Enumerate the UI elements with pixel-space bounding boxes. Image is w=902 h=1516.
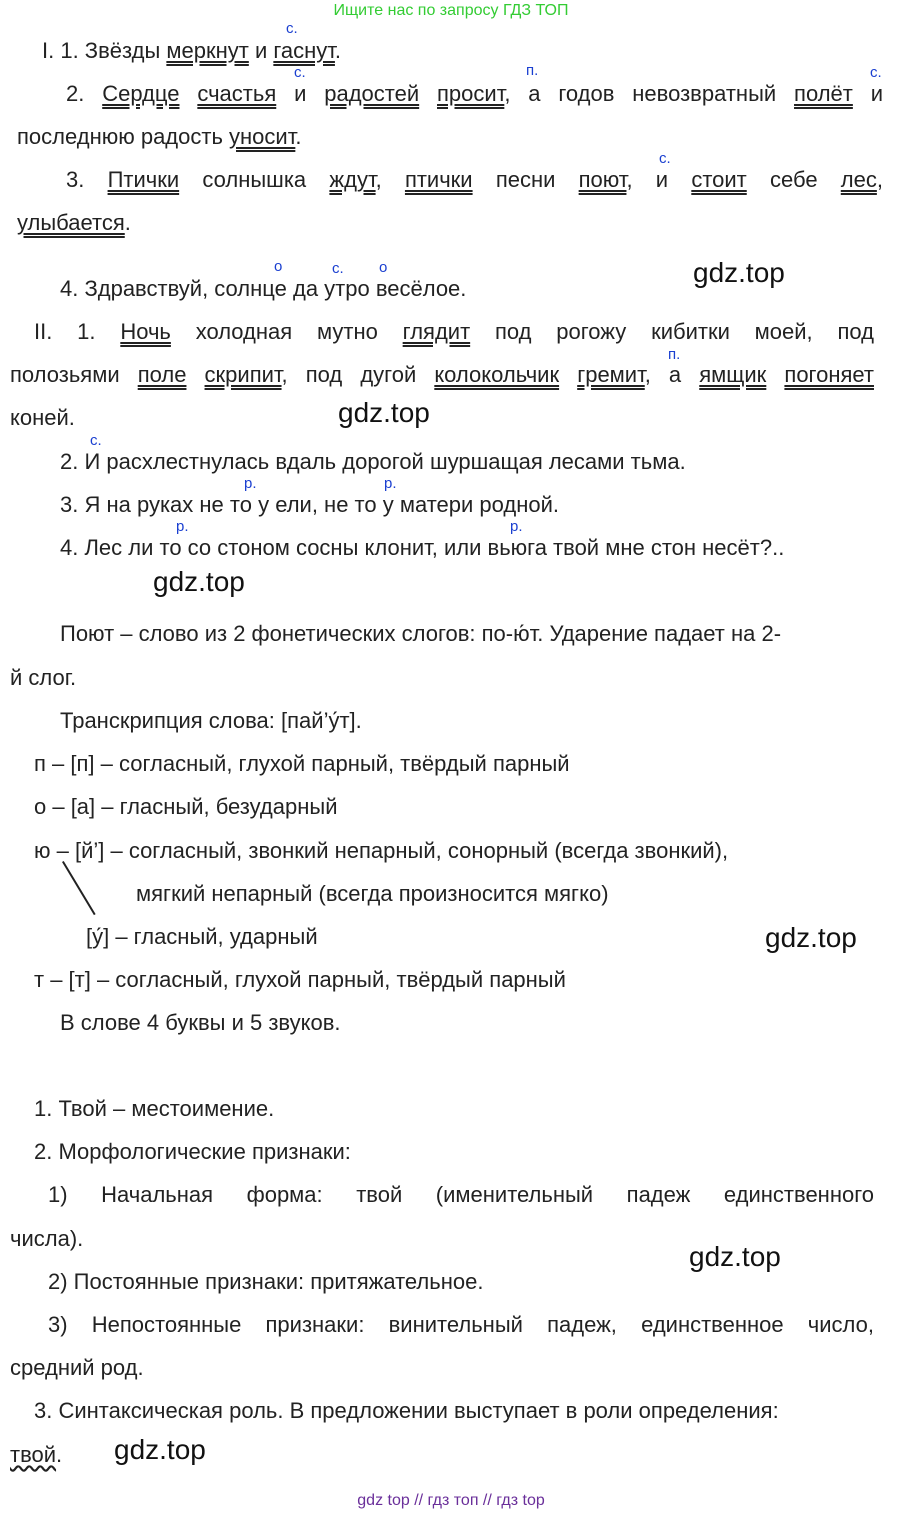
subject: птички bbox=[404, 167, 473, 192]
s1-line2b: последнюю радость уносит. bbox=[17, 124, 302, 149]
predicate: гаснут bbox=[273, 38, 335, 63]
mark-c: с. bbox=[332, 260, 344, 277]
predicate: скрипит bbox=[204, 362, 282, 387]
subject: Сердце bbox=[102, 81, 180, 106]
watermark: gdz.top bbox=[153, 566, 245, 597]
mark-p: п. bbox=[526, 62, 539, 79]
phonetic-summary: В слове 4 буквы и 5 звуков. bbox=[60, 1010, 341, 1035]
s1-line3b: улыбается. bbox=[17, 210, 131, 235]
phonetic-line: т – [т] – согласный, глухой парный, твёрдый парный bbox=[34, 967, 566, 992]
predicate: ждут bbox=[329, 167, 376, 192]
subject: колокольчик bbox=[434, 362, 560, 387]
object: счастья bbox=[197, 81, 277, 106]
watermark: gdz.top bbox=[765, 922, 857, 953]
transcription: Транскрипция слова: [пай’у́т]. bbox=[60, 708, 362, 733]
s2-line3: 3. Я на руках не то у ели, не то у матери родной. bbox=[60, 492, 560, 517]
mark-c: с. bbox=[294, 64, 306, 81]
subject: Ночь bbox=[120, 319, 171, 344]
object: радостей bbox=[324, 81, 420, 106]
watermark: gdz.top bbox=[338, 397, 430, 428]
predicate: улыбается bbox=[17, 210, 125, 235]
predicate: уносит bbox=[229, 124, 296, 149]
watermark: gdz.top bbox=[114, 1434, 206, 1465]
watermark: gdz.top bbox=[693, 257, 785, 288]
morph-p3-cont: числа). bbox=[10, 1226, 84, 1251]
predicate: глядит bbox=[402, 319, 471, 344]
mark-r: р. bbox=[176, 518, 189, 535]
subject: поле bbox=[137, 362, 187, 387]
phonetic-line: мягкий непарный (всегда произносится мягко) bbox=[136, 881, 609, 906]
mark-o: о bbox=[379, 259, 388, 276]
s2-line1c: коней. bbox=[10, 405, 75, 430]
s1-line1: I. 1. Звёзды меркнут и гаснут. bbox=[42, 38, 342, 63]
predicate: стоит bbox=[691, 167, 747, 192]
mark-r: р. bbox=[244, 475, 257, 492]
mark-c: с. bbox=[659, 150, 671, 167]
mark-r: р. bbox=[510, 518, 523, 535]
morph-p6: 3. Синтаксическая роль. В предложении выступает в роли определения: bbox=[34, 1398, 779, 1423]
subject: полёт bbox=[794, 81, 853, 106]
s1-line3: 3. Птички солнышка ждут, птички песни поют, и стоит себе лес, bbox=[66, 167, 883, 192]
subject: лес bbox=[840, 167, 877, 192]
mark-c: с. bbox=[286, 20, 298, 37]
mark-r: р. bbox=[384, 475, 397, 492]
phonetic-line: п – [п] – согласный, глухой парный, твёрдый парный bbox=[34, 751, 570, 776]
mark-p: п. bbox=[668, 346, 681, 363]
watermark: gdz.top bbox=[689, 1241, 781, 1272]
mark-c: с. bbox=[90, 432, 102, 449]
mark-c: с. bbox=[870, 64, 882, 81]
search-banner[interactable]: Ищите нас по запросу ГДЗ ТОП bbox=[333, 2, 569, 19]
phonetic-intro: Поют – слово из 2 фонетических слогов: по-ю́т. Ударение падает на 2- bbox=[60, 621, 782, 646]
predicate: поют bbox=[578, 167, 627, 192]
s2-line1b: полозьями поле скрипит, под дугой колокольчик гремит, а ямщик погоняет bbox=[10, 362, 874, 387]
subject: ямщик bbox=[699, 362, 767, 387]
branch-line bbox=[62, 861, 96, 915]
morph-p5: 3) Непостоянные признаки: винительный падеж, единственное число, bbox=[48, 1312, 874, 1337]
attribute-word: твой bbox=[10, 1442, 57, 1467]
predicate: погоняет bbox=[784, 362, 874, 387]
phonetic-line: о – [а] – гласный, безударный bbox=[34, 794, 338, 819]
phonetic-line: [у́] – гласный, ударный bbox=[86, 924, 318, 949]
predicate: меркнут bbox=[166, 38, 249, 63]
morph-p3: 1) Начальная форма: твой (именительный падеж единственного bbox=[48, 1182, 874, 1207]
phonetic-intro-cont: й слог. bbox=[10, 665, 77, 690]
morph-p7: твой. bbox=[10, 1442, 63, 1467]
subject: Птички bbox=[107, 167, 180, 192]
phonetic-line: ю – [й’] – согласный, звонкий непарный, сонорный (всегда звонкий), bbox=[34, 838, 729, 863]
s2-line4: 4. Лес ли то со стоном сосны клонит, или вьюга твой мне стон несёт?.. bbox=[60, 535, 785, 560]
s1-line4: 4. Здравствуй, солнце да утро весёлое. bbox=[60, 276, 467, 301]
morph-p4: 2) Постоянные признаки: притяжательное. bbox=[48, 1269, 484, 1294]
mark-o: о bbox=[274, 258, 283, 275]
s1-line2: 2. Сердце счастья и радостей просит, а годов невозвратный полёт и bbox=[66, 81, 883, 106]
footer-links[interactable]: gdz top // гдз топ // гдз top bbox=[357, 1492, 545, 1509]
morph-p1: 1. Твой – местоимение. bbox=[34, 1096, 275, 1121]
morph-p5-cont: средний род. bbox=[10, 1355, 144, 1380]
s2-line2: 2. И расхлестнулась вдаль дорогой шуршащая лесами тьма. bbox=[60, 449, 686, 474]
predicate: гремит bbox=[577, 362, 645, 387]
s2-line1: II. 1. Ночь холодная мутно глядит под рогожу кибитки моей, под bbox=[34, 319, 874, 344]
morph-p2: 2. Морфологические признаки: bbox=[34, 1139, 351, 1164]
predicate: просит bbox=[437, 81, 505, 106]
